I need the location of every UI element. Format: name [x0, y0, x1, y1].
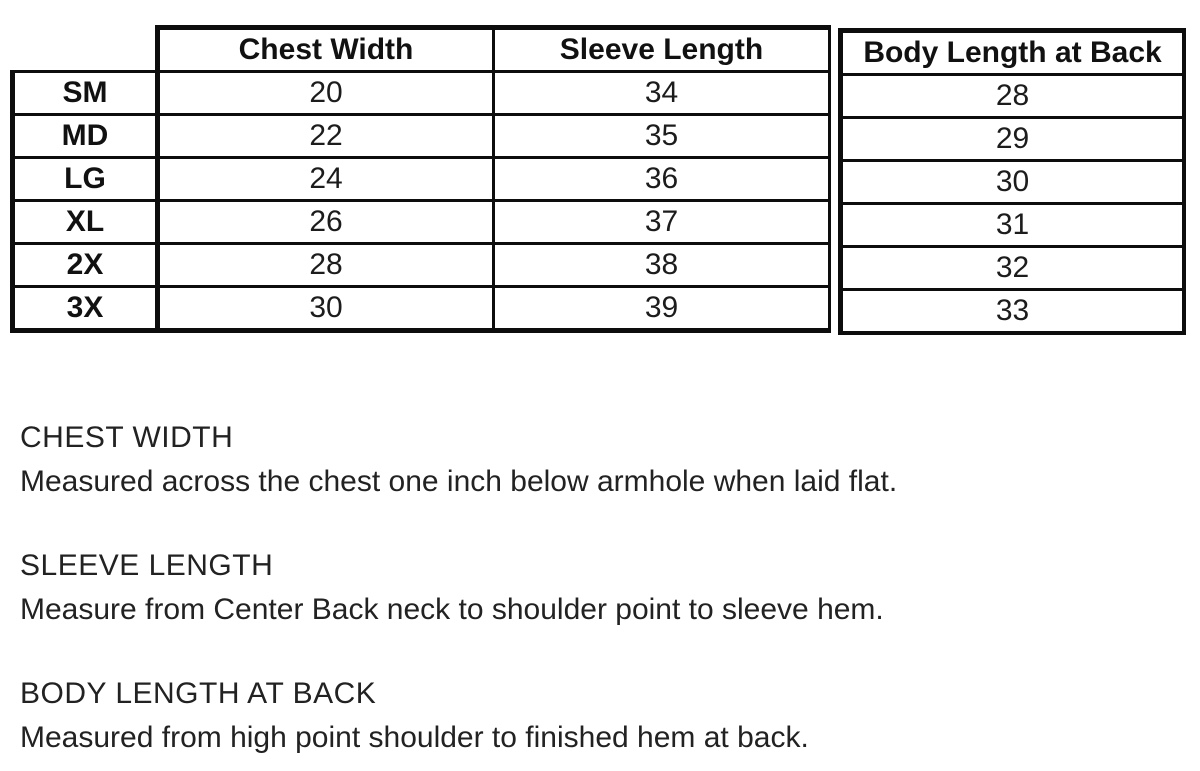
body-length-value: 31 — [841, 204, 1185, 247]
corner-blank-cell — [13, 28, 158, 72]
table-row — [13, 115, 830, 158]
row-label-size: 2X — [13, 244, 158, 287]
chest-width-value: 22 — [158, 115, 494, 158]
body-length-value: 28 — [841, 75, 1185, 118]
table-row — [841, 247, 1185, 290]
row-label-size: MD — [13, 115, 158, 158]
table-row — [841, 290, 1185, 334]
size-chart-table — [10, 25, 831, 333]
sleeve-length-value: 37 — [494, 201, 830, 244]
sleeve-length-value: 34 — [494, 72, 830, 115]
description-section-sleeve-length — [20, 544, 897, 632]
table-row — [13, 244, 830, 287]
column-header-chest-width: Chest Width — [158, 28, 494, 72]
description-section-chest-width — [20, 416, 897, 504]
measurement-descriptions — [20, 416, 897, 771]
table-row — [13, 158, 830, 201]
table-row — [841, 118, 1185, 161]
row-label-size: XL — [13, 201, 158, 244]
body-length-table — [838, 28, 1186, 335]
sleeve-length-value: 36 — [494, 158, 830, 201]
chest-width-value: 30 — [158, 287, 494, 331]
table-row — [841, 161, 1185, 204]
section-text: Measured from high point shoulder to finished hem at back. — [20, 721, 809, 754]
sleeve-length-value: 39 — [494, 287, 830, 331]
chest-width-value: 20 — [158, 72, 494, 115]
chest-width-value: 28 — [158, 244, 494, 287]
column-header-body-length: Body Length at Back — [841, 31, 1185, 75]
row-label-size: LG — [13, 158, 158, 201]
sleeve-length-value: 38 — [494, 244, 830, 287]
table-row — [841, 75, 1185, 118]
body-length-value: 32 — [841, 247, 1185, 290]
body-length-value: 30 — [841, 161, 1185, 204]
column-header-sleeve-length: Sleeve Length — [494, 28, 830, 72]
section-heading: CHEST WIDTH — [20, 421, 234, 454]
section-heading: BODY LENGTH AT BACK — [20, 677, 377, 710]
sleeve-length-value: 35 — [494, 115, 830, 158]
section-text: Measured across the chest one inch below armhole when laid flat. — [20, 465, 898, 498]
table-row — [841, 204, 1185, 247]
section-heading: SLEEVE LENGTH — [20, 549, 274, 582]
table-header-row — [841, 31, 1185, 75]
table-row — [13, 287, 830, 331]
chest-width-value: 26 — [158, 201, 494, 244]
description-section-body-length — [20, 672, 897, 760]
table-row — [13, 201, 830, 244]
body-length-value: 33 — [841, 290, 1185, 334]
row-label-size: SM — [13, 72, 158, 115]
section-text: Measure from Center Back neck to shoulder point to sleeve hem. — [20, 593, 884, 626]
body-length-value: 29 — [841, 118, 1185, 161]
table-header-row — [13, 28, 830, 72]
row-label-size: 3X — [13, 287, 158, 331]
table-row — [13, 72, 830, 115]
chest-width-value: 24 — [158, 158, 494, 201]
